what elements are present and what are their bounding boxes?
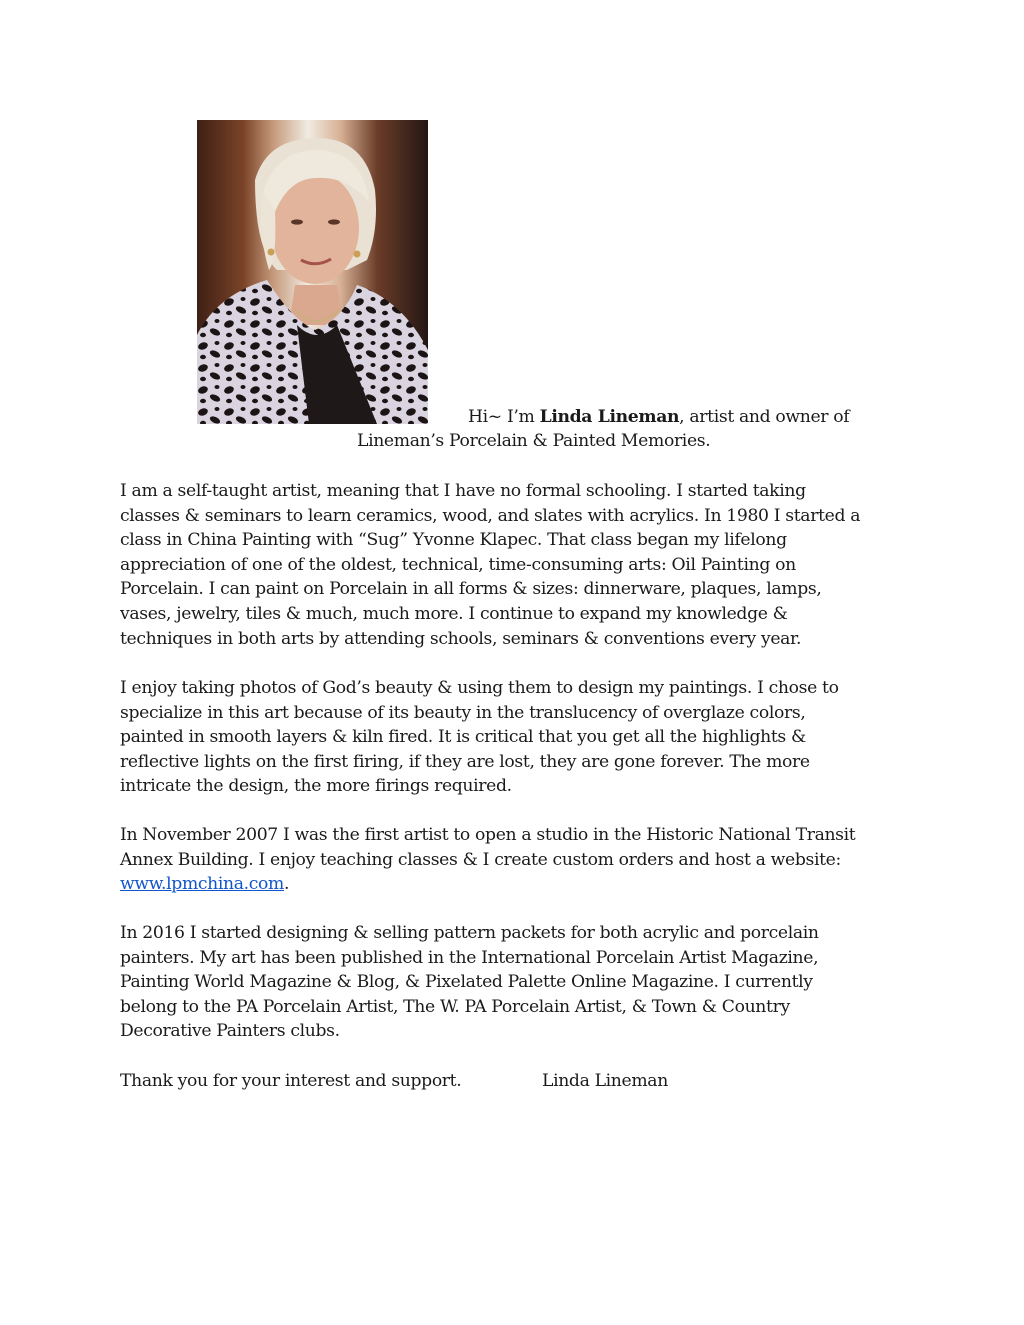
paragraph-line: specialize in this art because of its beauty in the translucency of overglaze colors, <box>120 702 806 723</box>
paragraph-publications <box>120 921 819 1044</box>
artist-name: Linda Lineman <box>539 407 680 427</box>
paragraph-line: Painting World Magazine & Blog, & Pixelated Palette Online Magazine. I currently <box>120 972 813 993</box>
greeting-suffix: , artist and owner of <box>679 407 850 427</box>
paragraph-line: intricate the design, the more firings required. <box>120 776 512 797</box>
portrait-illustration <box>197 120 428 424</box>
website-link[interactable]: www.lpmchina.com <box>120 874 284 895</box>
paragraph-line: classes & seminars to learn ceramics, wood, and slates with acrylics. In 1980 I started a <box>120 505 861 526</box>
paragraph-studio <box>120 823 855 897</box>
link-line <box>120 872 855 897</box>
paragraph-line: I am a self-taught artist, meaning that I have no formal schooling. I started taking <box>120 481 806 501</box>
business-name: Lineman’s Porcelain & Painted Memories. <box>357 431 711 451</box>
paragraph-line: techniques in both arts by attending schools, seminars & conventions every year. <box>120 628 802 649</box>
portrait-photo <box>197 120 428 424</box>
paragraph-background <box>120 479 860 651</box>
paragraph-line: appreciation of one of the oldest, technical, time-consuming arts: Oil Painting on <box>120 554 796 575</box>
paragraph-line: reflective lights on the first firing, if they are lost, they are gone forever. The more <box>120 751 810 772</box>
paragraph-line: class in China Painting with “Sug” Yvonne Klapec. That class began my lifelong <box>120 530 787 551</box>
signature-name: Linda Lineman <box>542 1071 668 1091</box>
greeting-prefix: Hi~ I’m <box>468 407 540 427</box>
paragraph-line: painted in smooth layers & kiln fired. It is critical that you get all the highlights & <box>120 727 806 748</box>
closing-thanks: Thank you for your interest and support. <box>120 1071 462 1091</box>
paragraph-line: painters. My art has been published in the International Porcelain Artist Magazine, <box>120 947 819 968</box>
paragraph-line: Decorative Painters clubs. <box>120 1021 340 1042</box>
paragraph-specialty <box>120 676 839 799</box>
link-suffix: . <box>284 874 290 895</box>
paragraph-line: In November 2007 I was the first artist to open a studio in the Historic National Transit <box>120 825 856 845</box>
paragraph-line: I enjoy taking photos of God’s beauty & using them to design my paintings. I chose to <box>120 678 839 698</box>
greeting-line <box>468 405 849 430</box>
paragraph-line: Porcelain. I can paint on Porcelain in all forms & sizes: dinnerware, plaques, lamps, <box>120 579 822 600</box>
paragraph-line: In 2016 I started designing & selling pattern packets for both acrylic and porcelain <box>120 923 819 943</box>
paragraph-line: Annex Building. I enjoy teaching classes & I create custom orders and host a website: <box>120 849 841 870</box>
paragraph-line: vases, jewelry, tiles & much, much more. I continue to expand my knowledge & <box>120 603 788 624</box>
paragraph-line: belong to the PA Porcelain Artist, The W. PA Porcelain Artist, & Town & Country <box>120 996 790 1017</box>
